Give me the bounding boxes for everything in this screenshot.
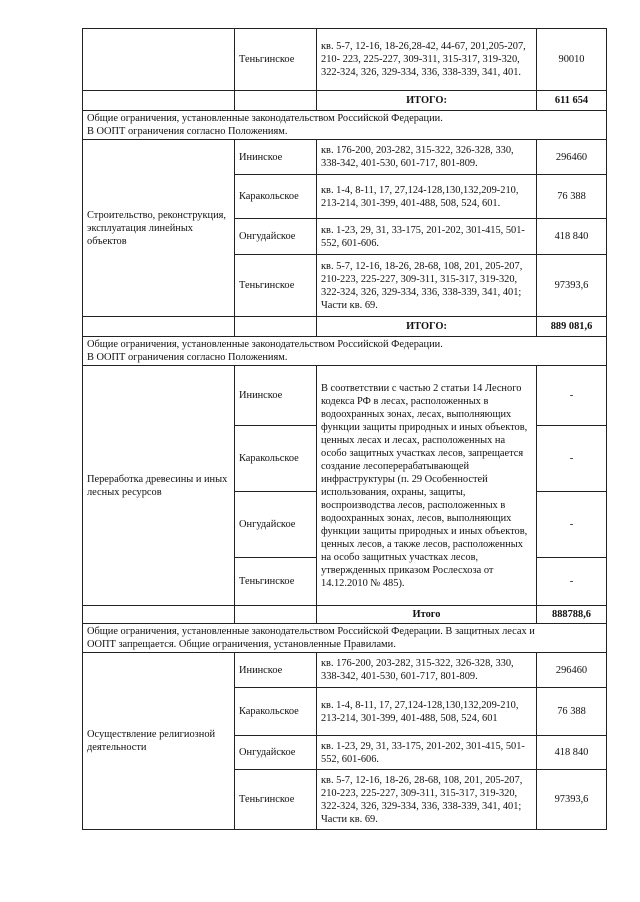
table-row (83, 29, 607, 91)
district-cell: Теньгинское (235, 29, 317, 91)
total-row (83, 317, 607, 337)
area-cell: - (537, 366, 607, 426)
district-cell: Ининское (235, 366, 317, 426)
restriction-note: Общие ограничения, установленные законодательством Российской Федерации. В защитных лесах и ООПТ запрещается. Общие ограничения, установленные Правилами. (83, 624, 607, 653)
district-cell: Каракольское (235, 426, 317, 492)
total-row (83, 91, 607, 111)
area-cell: 97393,6 (537, 770, 607, 830)
quarters-cell: кв. 1-4, 8-11, 17, 27,124-128,130,132,209-210, 213-214, 301-399, 401-488, 508, 524, 601 (317, 688, 537, 736)
activity-cell: Осуществление религиозной деятельности (83, 653, 235, 830)
note-row (83, 337, 607, 366)
quarters-cell: кв. 176-200, 203-282, 315-322, 326-328, 330, 338-342, 401-530, 601-717, 801-809. (317, 653, 537, 688)
quarters-cell: кв. 5-7, 12-16, 18-26, 28-68, 108, 201, 205-207, 210-223, 225-227, 309-311, 315-317, 319-320, 322-324, 326, 329-334, 336, 338-339, 341, 401; Части кв. 69. (317, 255, 537, 317)
quarters-cell: кв. 5-7, 12-16, 18-26, 28-68, 108, 201, 205-207, 210-223, 225-227, 309-311, 315-317, 319-320, 322-324, 326, 329-334, 336, 338-339, 341, 401; Части кв. 69. (317, 770, 537, 830)
restriction-note: Общие ограничения, установленные законодательством Российской Федерации. В ООПТ ограничения согласно Положениям. (83, 337, 607, 366)
total-label: ИТОГО: (317, 91, 537, 111)
district-cell: Онгудайское (235, 736, 317, 770)
district-cell: Ининское (235, 140, 317, 175)
area-cell: - (537, 558, 607, 606)
total-row (83, 606, 607, 624)
quarters-cell: кв. 176-200, 203-282, 315-322, 326-328, 330, 338-342, 401-530, 601-717, 801-809. (317, 140, 537, 175)
total-label: Итого (317, 606, 537, 624)
area-cell: 90010 (537, 29, 607, 91)
note-row (83, 624, 607, 653)
note-row (83, 111, 607, 140)
area-cell: 418 840 (537, 736, 607, 770)
district-cell: Онгудайское (235, 219, 317, 255)
district-cell: Каракольское (235, 175, 317, 219)
district-cell: Каракольское (235, 688, 317, 736)
forest-use-table (82, 28, 607, 830)
total-label: ИТОГО: (317, 317, 537, 337)
area-cell: 296460 (537, 653, 607, 688)
table-row (83, 366, 607, 426)
table-row (83, 140, 607, 175)
quarters-cell: кв. 1-4, 8-11, 17, 27,124-128,130,132,209-210, 213-214, 301-399, 401-488, 508, 524, 601. (317, 175, 537, 219)
law-reference-cell: В соответствии с частью 2 статьи 14 Лесного кодекса РФ в лесах, расположенных в водоохранных зонах, лесах, выполняющих функции защиты природных и иных объектов, ценных лесах и лесах, расположенных на особо защитных участках лесов, запрещается создание лесоперерабатывающей инфраструктуры (п. 29 Особенностей использования, охраны, защиты, воспроизводства лесов, расположенных в водоохранных зонах, лесов, выполняющих функции защиты природных и иных объектов, ценных лесов, а также лесов, расположенных на особо защитных участках лесов, утвержденных приказом Рослесхоза от 14.12.2010 № 485). (317, 366, 537, 606)
activity-cell: Строительство, реконструкция, эксплуатация линейных объектов (83, 140, 235, 317)
area-cell: - (537, 426, 607, 492)
area-cell: - (537, 492, 607, 558)
activity-cell (83, 29, 235, 91)
restriction-note: Общие ограничения, установленные законодательством Российской Федерации. В ООПТ ограничения согласно Положениям. (83, 111, 607, 140)
area-cell: 76 388 (537, 175, 607, 219)
quarters-cell: кв. 1-23, 29, 31, 33-175, 201-202, 301-415, 501-552, 601-606. (317, 736, 537, 770)
district-cell: Теньгинское (235, 770, 317, 830)
quarters-cell: кв. 1-23, 29, 31, 33-175, 201-202, 301-415, 501-552, 601-606. (317, 219, 537, 255)
district-cell: Онгудайское (235, 492, 317, 558)
total-value: 611 654 (537, 91, 607, 111)
total-value: 888788,6 (537, 606, 607, 624)
district-cell: Ининское (235, 653, 317, 688)
area-cell: 296460 (537, 140, 607, 175)
district-cell: Теньгинское (235, 255, 317, 317)
table-row (83, 653, 607, 688)
area-cell: 97393,6 (537, 255, 607, 317)
quarters-cell: кв. 5-7, 12-16, 18-26,28-42, 44-67, 201,205-207, 210- 223, 225-227, 309-311, 315-317, 319-320, 322-324, 326, 329-334, 336, 338-339, 341, 401. (317, 29, 537, 91)
area-cell: 418 840 (537, 219, 607, 255)
total-value: 889 081,6 (537, 317, 607, 337)
area-cell: 76 388 (537, 688, 607, 736)
district-cell: Теньгинское (235, 558, 317, 606)
activity-cell: Переработка древесины и иных лесных ресурсов (83, 366, 235, 606)
